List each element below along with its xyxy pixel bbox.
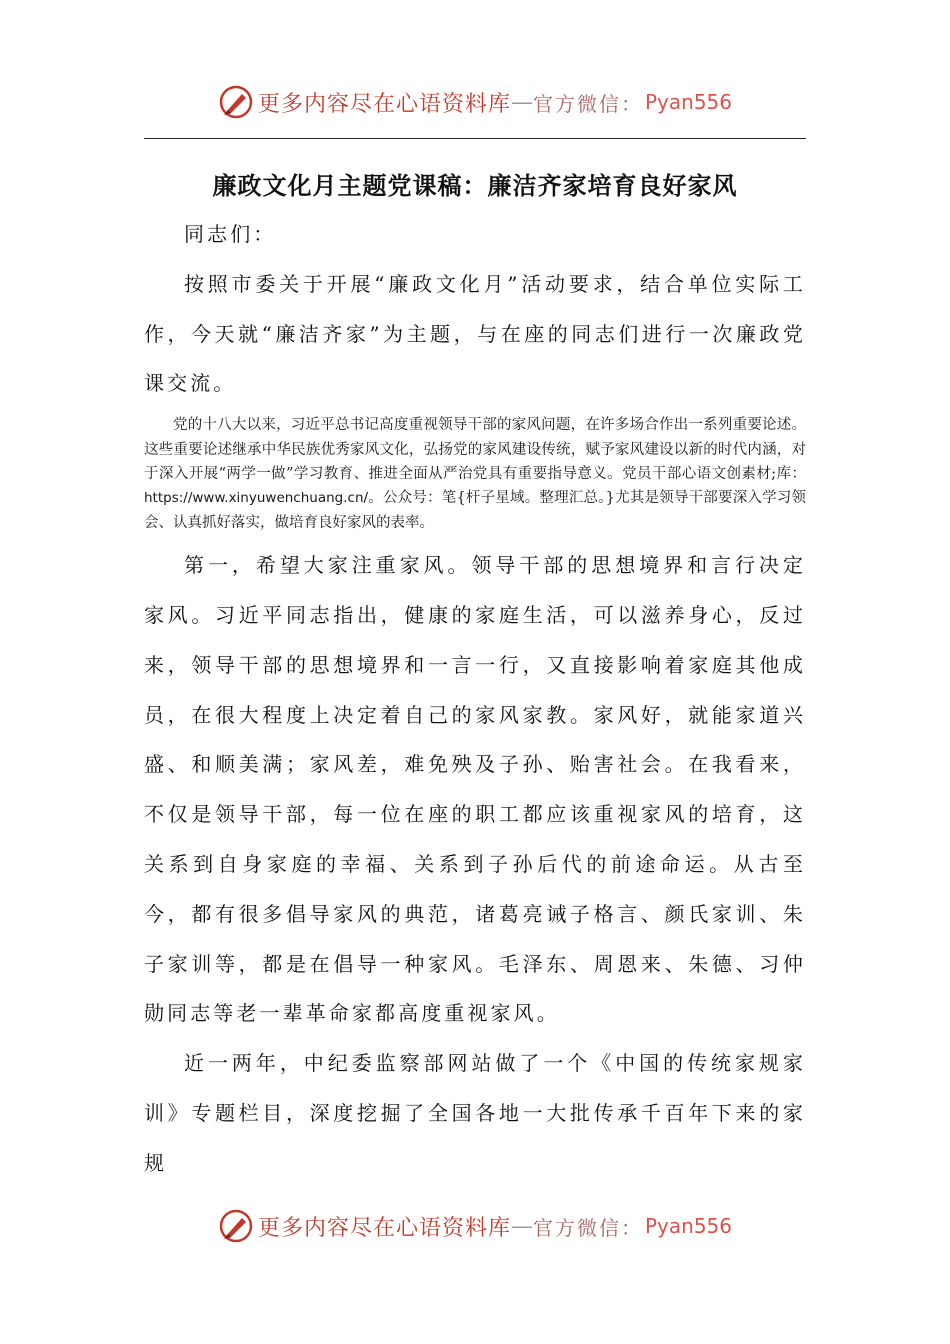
header-watermark <box>0 84 950 120</box>
footer-watermark <box>0 1208 950 1244</box>
watermark-site-text: 更多内容尽在心语资料库 <box>257 91 511 117</box>
pen-logo-icon <box>218 1208 254 1244</box>
intro-paragraph: 按照市委关于开展“廉政文化月”活动要求，结合单位实际工作，今天就“廉洁齐家”为主题，与在座的同志们进行一次廉政党课交流。 <box>144 271 806 396</box>
watermark-handle: Pyan556 <box>645 90 733 114</box>
salutation: 同志们： <box>184 222 277 246</box>
watermark-official-label: 官方微信： <box>533 1215 643 1240</box>
document-title: 廉政文化月主题党课稿：廉洁齐家培育良好家风 <box>212 171 738 200</box>
first-point-paragraph: 第一，希望大家注重家风。领导干部的思想境界和言行决定家风。习近平同志指出，健康的家庭生活，可以滋养身心，反过来，领导干部的思想境界和一言一行，又直接影响着家庭其他成员，在很大程度上决定着自己的家风家教。家风好，就能家道兴盛、和顺美满；家风差，难免殃及子孙、贻害社会。在我看来，不仅是领导干部，每一位在座的职工都应该重视家风的培育，这关系到自身家庭的幸福、关系到子孙后代的前途命运。从古至今，都有很多倡导家风的典范，诸葛亮诫子格言、颜氏家训、朱子家训等，都是在倡导一种家风。毛泽东、周恩来、朱德、习仲勋同志等老一辈革命家都高度重视家风。 <box>144 553 806 1026</box>
note-paragraph <box>144 413 806 535</box>
pen-logo-icon <box>218 84 254 120</box>
note-text-part2: 。公众号：笔{杆子星域。整理汇总。}尤其是领导干部要深入学习领会、认真抓好落实，做培育良好家风的表率。 <box>144 490 806 531</box>
note-text-part1: 党的十八大以来，习近平总书记高度重视领导干部的家风问题，在许多场合作出一系列重要论述。这些重要论述继承中华民族优秀家风文化，弘扬党的家风建设传统，赋予家风建设以新的时代内涵，对于深入开展“两学一做”学习教育、推进全面从严治党具有重要指导意义。党员干部心语文创素材;库： <box>144 417 806 482</box>
watermark-official-label: 官方微信： <box>533 91 643 116</box>
header-divider <box>144 138 806 139</box>
watermark-dash: — <box>511 1213 533 1239</box>
document-body <box>144 210 806 1189</box>
watermark-site-text: 更多内容尽在心语资料库 <box>257 1215 511 1241</box>
note-url: https://www.xinyuwenchuang.cn/ <box>144 490 369 507</box>
watermark-dash: — <box>511 89 533 115</box>
recent-years-paragraph: 近一两年，中纪委监察部网站做了一个《中国的传统家规家训》专题栏目，深度挖掘了全国各地一大批传承千百年下来的家规 <box>144 1051 806 1175</box>
watermark-handle: Pyan556 <box>645 1214 733 1238</box>
